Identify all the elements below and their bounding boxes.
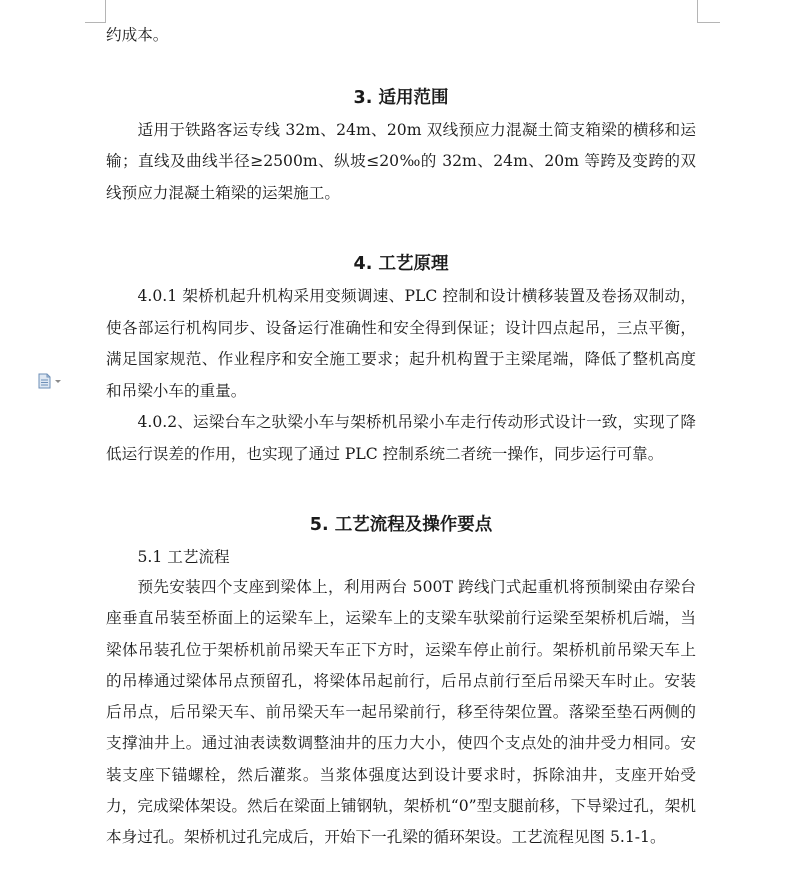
paragraph-options-button[interactable] <box>37 373 63 389</box>
section-4-paragraph-1: 4.0.1 架桥机起升机构采用变频调速、PLC 控制和设计横移装置及卷扬双制动，使各部运行机构同步、设备运行准确性和安全得到保证；设计四点起吊，三点平衡，满足国家规范、作业程序和安全施工要求；起升机构置于主梁尾端，降低了整机高度和吊梁小车的重量。 <box>106 287 696 400</box>
page-corner-mark-left <box>85 0 106 23</box>
section-4-paragraph-2: 4.0.2、运梁台车之驮梁小车与架桥机吊梁小车走行传动形式设计一致，实现了降低运行误差的作用，也实现了通过 PLC 控制系统二者统一操作，同步运行可靠。 <box>106 413 696 463</box>
section-heading-3: 3. 适用范围 <box>353 87 449 108</box>
section-heading-4: 4. 工艺原理 <box>353 254 449 274</box>
continuation-text: 约成本。 <box>106 26 169 44</box>
document-page <box>106 20 696 854</box>
chevron-down-icon <box>55 380 61 383</box>
page-corner-mark-right <box>697 0 720 23</box>
section-heading-5: 5. 工艺流程及操作要点 <box>309 515 493 535</box>
document-icon <box>37 373 63 389</box>
section-3-paragraph-1: 适用于铁路客运专线 32m、24m、20m 双线预应力混凝土简支箱梁的横移和运输；直线及曲线半径≥2500m、纵坡≤20‰的 32m、24m、20m 等跨及变跨的双线预应力混凝土箱梁的运架施工。 <box>106 120 696 202</box>
section-5-paragraph-1: 预先安装四个支座到梁体上，利用两台 500T 跨线门式起重机将预制梁由存梁台座垂直吊装至桥面上的运梁车上，运梁车上的支梁车驮梁前行运梁至架桥机后端，当梁体吊装孔位于架桥机前吊梁天车正下方时，运梁车停止前行。架桥机前吊梁天车上的吊棒通过梁体吊点预留孔，将梁体吊起前行，后吊点前行至后吊梁天车时止。安装后吊点，后吊梁天车、前吊梁天车一起吊梁前行，移至待架位置。落梁至垫石两侧的支撑油井上。通过油表读数调整油井的压力大小，使四个支点处的油井受力相同。安装支座下锚螺栓，然后灌浆。当浆体强度达到设计要求时，拆除油井，支座开始受力，完成梁体架设。然后在梁面上铺钢轨，架桥机“0”型支腿前移，下导梁过孔，架机本身过孔。架桥机过孔完成后，开始下一孔梁的循环架设。工艺流程见图 5.1-1。 <box>106 578 696 847</box>
subsection-heading-5-1: 5.1 工艺流程 <box>137 548 230 566</box>
